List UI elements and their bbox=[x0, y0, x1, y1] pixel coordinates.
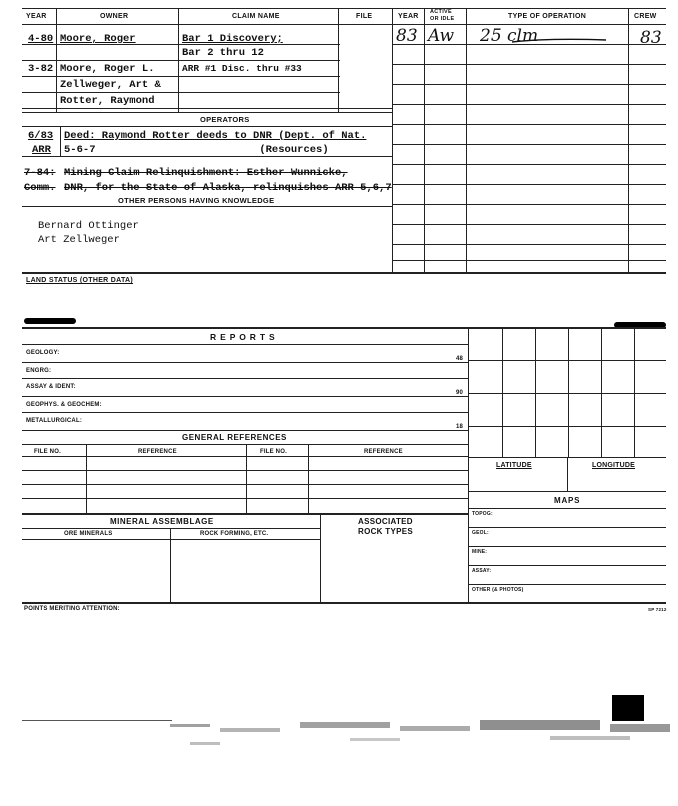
map-assay-label: ASSAY: bbox=[472, 568, 492, 574]
owner-row-year: 4-80 bbox=[28, 33, 54, 45]
owner-header: OWNER bbox=[100, 13, 129, 20]
map-topog-label: TOPOG: bbox=[472, 511, 493, 517]
scan-noise bbox=[150, 718, 678, 758]
handwritten-year: 83 bbox=[396, 26, 418, 46]
owner-row-year: 3-82 bbox=[28, 63, 54, 75]
active-header: ACTIVE bbox=[430, 9, 452, 15]
other-persons-title: OTHER PERSONS HAVING KNOWLEDGE bbox=[118, 196, 275, 205]
owner-row-claim: Bar 2 thru 12 bbox=[182, 47, 264, 59]
report-number: 18 bbox=[456, 424, 464, 430]
knowledge-person: Bernard Ottinger bbox=[38, 220, 139, 232]
handwritten-active: Aw bbox=[428, 26, 455, 46]
year-header: YEAR bbox=[26, 13, 47, 20]
owner-row-name: Moore, Roger L. bbox=[60, 63, 155, 75]
operator-text: Mining Claim Relinquishment: Esther Wunnicke, bbox=[64, 167, 348, 179]
operator-year: 6/83 bbox=[28, 130, 54, 142]
ore-minerals-label: ORE MINERALS bbox=[64, 531, 113, 537]
owner-row-name: Zellweger, Art & bbox=[60, 79, 161, 91]
ref-col-file-no: FILE NO. bbox=[260, 449, 287, 455]
active-header-2: OR IDLE bbox=[430, 16, 455, 22]
owner-row-claim: ARR #1 Disc. thru #33 bbox=[182, 63, 302, 74]
map-other-label: OTHER (& PHOTOS) bbox=[472, 587, 524, 593]
operator-text: 5-6-7 (Resources) bbox=[64, 144, 329, 156]
report-metallurgical-label: METALLURGICAL: bbox=[26, 418, 83, 424]
reports-title: R E P O R T S bbox=[210, 332, 276, 342]
report-geology-label: GEOLOGY: bbox=[26, 350, 60, 356]
claim-name-header: CLAIM NAME bbox=[232, 13, 280, 20]
report-number: 48 bbox=[456, 356, 464, 362]
rock-forming-label: ROCK FORMING, ETC. bbox=[200, 531, 269, 537]
operator-text: DNR, for the State of Alaska, relinquishes ARR 5,6,7 bbox=[64, 182, 392, 194]
rock-types-label: ROCK TYPES bbox=[358, 527, 414, 536]
operator-year: 7-84: bbox=[24, 167, 56, 179]
file-header: FILE bbox=[356, 13, 373, 20]
handwriting-stroke bbox=[510, 36, 610, 46]
operator-year: Comm. bbox=[24, 182, 56, 194]
ref-col-reference: REFERENCE bbox=[138, 449, 177, 455]
map-geol-label: GEOL: bbox=[472, 530, 489, 536]
crew-header: CREW bbox=[634, 13, 657, 20]
year2-header: YEAR bbox=[398, 13, 419, 20]
handwritten-crew: 83 bbox=[640, 28, 662, 48]
land-status-label: LAND STATUS (OTHER DATA) bbox=[26, 277, 134, 284]
owner-row-name: Rotter, Raymond bbox=[60, 95, 155, 107]
associated-label: ASSOCIATED bbox=[358, 517, 413, 526]
form-number: SP 7212 bbox=[648, 607, 667, 612]
latitude-label: LATITUDE bbox=[496, 462, 532, 469]
owner-row-name: Moore, Roger bbox=[60, 33, 136, 45]
operator-year: ARR bbox=[32, 144, 51, 156]
maps-title: MAPS bbox=[554, 496, 581, 505]
ref-col-file-no: FILE NO. bbox=[34, 449, 61, 455]
type-of-operation-header: TYPE OF OPERATION bbox=[508, 13, 587, 20]
general-references-title: GENERAL REFERENCES bbox=[182, 433, 287, 442]
ref-col-reference: REFERENCE bbox=[364, 449, 403, 455]
operators-title: OPERATORS bbox=[200, 115, 250, 124]
report-assay-label: ASSAY & IDENT: bbox=[26, 384, 76, 390]
handwritten-type: 25 clm bbox=[480, 26, 539, 46]
knowledge-person: Art Zellweger bbox=[38, 234, 120, 246]
mineral-assemblage-title: MINERAL ASSEMBLAGE bbox=[110, 517, 214, 526]
operator-text: Deed: Raymond Rotter deeds to DNR (Dept. of Nat. bbox=[64, 130, 367, 142]
report-geophys-label: GEOPHYS. & GEOCHEM: bbox=[26, 402, 102, 408]
report-engrg-label: ENGRG: bbox=[26, 368, 52, 374]
owner-row-claim: Bar 1 Discovery; bbox=[182, 33, 283, 45]
longitude-label: LONGITUDE bbox=[592, 462, 636, 469]
map-mine-label: MINE: bbox=[472, 549, 488, 555]
report-number: 90 bbox=[456, 390, 464, 396]
points-meriting-attention-label: POINTS MERITING ATTENTION: bbox=[24, 606, 120, 612]
scan-smudge bbox=[24, 318, 76, 324]
